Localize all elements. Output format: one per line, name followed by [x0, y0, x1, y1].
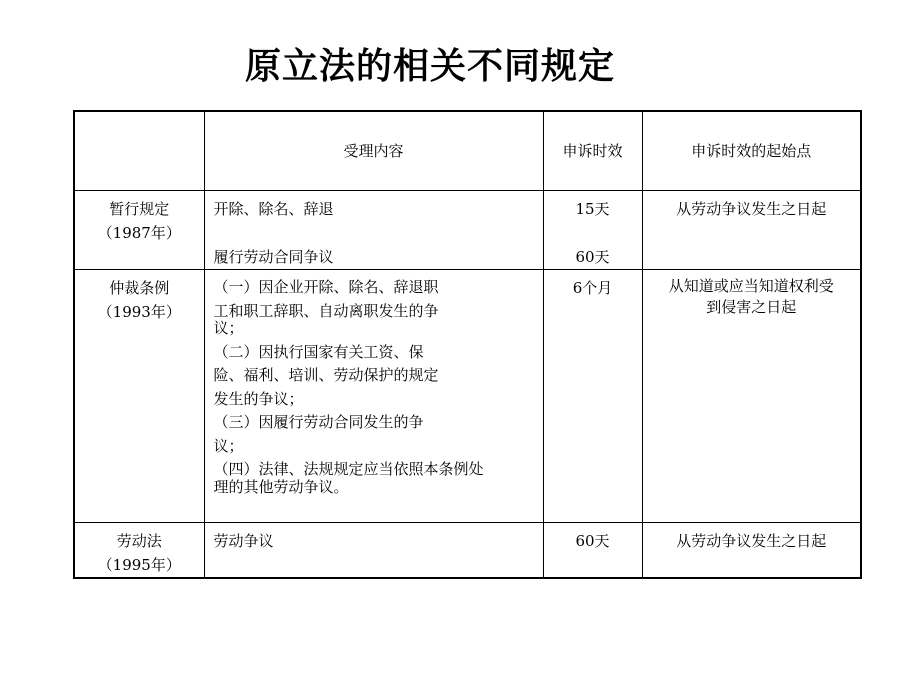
content-line: 险、福利、培训、劳动保护的规定: [213, 366, 439, 384]
start-text: 从知道或应当知道权利受: [668, 277, 834, 295]
content-line: （四）法律、法规规定应当依照本条例处: [213, 460, 484, 478]
period-cell: [543, 523, 642, 579]
content-line: 劳动争议: [213, 532, 274, 550]
content-line: 履行劳动合同争议: [213, 248, 334, 266]
start-text: 从劳动争议发生之日起: [676, 532, 827, 550]
content-cell: [204, 523, 543, 579]
content-line: （一）因企业开除、除名、辞退职: [213, 278, 439, 296]
period-value: 15天: [575, 200, 610, 218]
start-cell: [642, 270, 861, 523]
content-line: 发生的争议；: [213, 389, 304, 408]
law-name: 劳动法: [116, 532, 162, 550]
header-cell-content: 受理内容: [204, 111, 543, 191]
table-row: [74, 270, 861, 523]
law-name: 暂行规定: [109, 200, 170, 218]
period-value: 6个月: [572, 279, 613, 297]
period-value: 60天: [575, 532, 610, 550]
table-header-row: [74, 111, 861, 191]
content-cell: [204, 270, 543, 523]
table-row: [74, 191, 861, 270]
period-cell: [543, 191, 642, 270]
start-cell: [642, 191, 861, 270]
period-cell: [543, 270, 642, 523]
content-line: （三）因履行劳动合同发生的争: [213, 413, 424, 431]
header-cell-law: [74, 111, 204, 191]
start-text: 到侵害之日起: [706, 298, 797, 316]
law-year: （1993年）: [97, 303, 181, 321]
law-cell: [74, 191, 204, 270]
law-year: （1987年）: [97, 224, 181, 242]
content-line: 工和职工辞职、自动离职发生的争: [213, 301, 439, 320]
header-cell-start: 申诉时效的起始点: [642, 111, 861, 191]
content-cell: [204, 191, 543, 270]
header-cell-period: 申诉时效: [543, 111, 642, 191]
regulations-table: [73, 110, 862, 579]
table-row: [74, 523, 861, 579]
page-title: 原立法的相关不同规定: [244, 46, 615, 87]
period-value: 60天: [575, 248, 610, 266]
content-line: （二）因执行国家有关工资、保: [213, 342, 424, 361]
law-year: （1995年）: [97, 556, 181, 574]
law-name: 仲裁条例: [109, 279, 170, 297]
start-cell: [642, 523, 861, 579]
law-cell: [74, 523, 204, 579]
law-cell: [74, 270, 204, 523]
content-line: 议；: [213, 436, 244, 455]
start-text: 从劳动争议发生之日起: [676, 200, 827, 218]
content-line: 开除、除名、辞退: [213, 200, 334, 218]
content-line: 理的其他劳动争议。: [213, 477, 349, 496]
content-line: 议；: [213, 319, 244, 337]
